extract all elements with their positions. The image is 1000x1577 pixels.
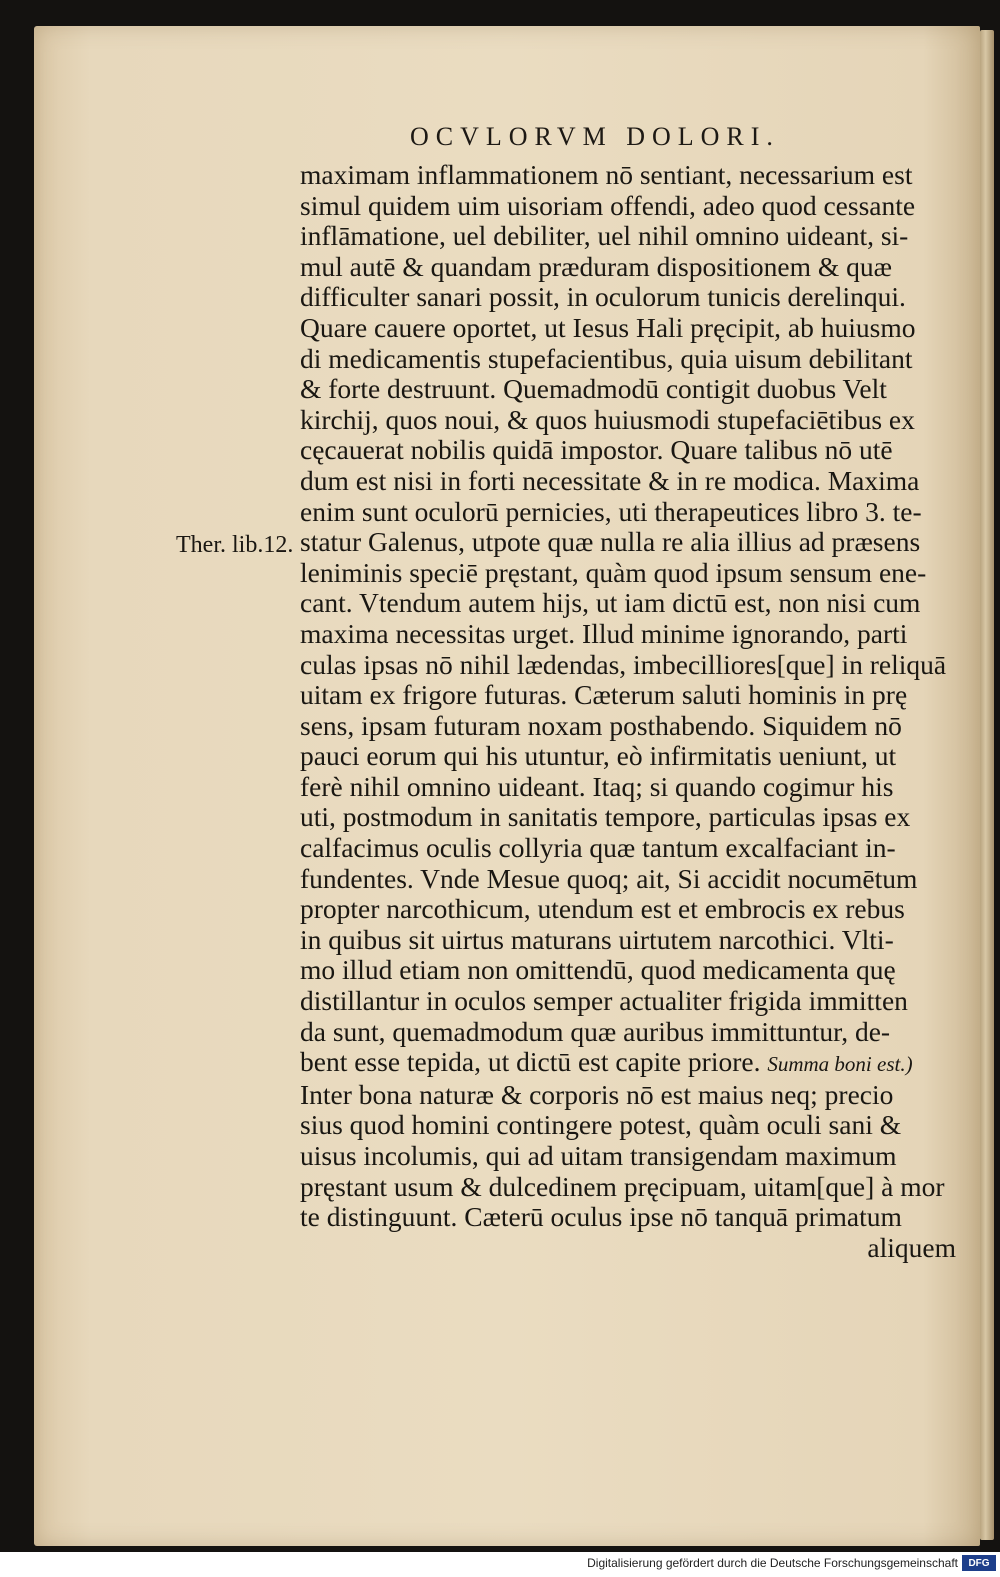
catchword: aliquem xyxy=(867,1231,956,1263)
text-line: culas ipsas nō nihil lædendas, imbecilliores[que] in reliquā xyxy=(300,648,947,680)
text-line: fundentes. Vnde Mesue quoq; ait, Si accidit nocumētum xyxy=(300,862,918,894)
dfg-logo-icon[interactable]: DFG xyxy=(962,1555,996,1571)
text-line: te distinguunt. Cæterū oculus ipse nō tanquā primatum xyxy=(300,1201,902,1233)
text-line: pręstant usum & dulcedinem pręcipuam, uitam[que] à mor xyxy=(300,1170,945,1202)
text-line: inflāmatione, uel debiliter, uel nihil omnino uideant, si- xyxy=(300,220,909,252)
text-line: uitam ex frigore futuras. Cæterum saluti hominis in prę xyxy=(300,679,908,711)
inline-marginal-note: Summa boni est.) xyxy=(767,1052,913,1077)
text-line: uti, postmodum in sanitatis tempore, particulas ipsas ex xyxy=(300,801,911,833)
page-edge xyxy=(980,30,994,1540)
text-line: cant. Vtendum autem hijs, ut iam dictū est, non nisi cum xyxy=(300,587,921,619)
funding-notice: Digitalisierung gefördert durch die Deutsche Forschungsgemeinschaft xyxy=(587,1556,958,1570)
text-line: Inter bona naturæ & corporis nō est maius neq; precio xyxy=(300,1078,894,1110)
text-line: distillantur in oculos semper actualiter frigida immitten xyxy=(300,985,908,1017)
text-line: & forte destruunt. Quemadmodū contigit duobus Velt xyxy=(300,373,887,405)
text-line: ferè nihil omnino uideant. Itaq; si quando cogimur his xyxy=(300,770,894,802)
text-line: mo illud etiam non omittendū, quod medicamenta quę xyxy=(300,954,896,986)
text-line-with-note xyxy=(300,1047,970,1080)
text-line: Quare cauere oportet, ut Iesus Hali pręcipit, ab huiusmo xyxy=(300,311,916,343)
text-line: mul autē & quandam præduram dispositionem & quæ xyxy=(300,250,892,282)
text-line: dum est nisi in forti necessitate & in re modica. Maxima xyxy=(300,464,920,496)
text-line: uisus incolumis, qui ad uitam transigendam maximum xyxy=(300,1140,897,1171)
text-line: bent esse tepida, ut dictū est capite priore. xyxy=(300,1046,761,1078)
text-line: sens, ipsam futuram noxam posthabendo. Siquidem nō xyxy=(300,709,902,741)
text-line: sius quod homini contingere potest, quàm oculi sani & xyxy=(300,1109,902,1141)
text-line: in quibus sit uirtus maturans uirtutem narcothici. Vlti- xyxy=(300,923,894,955)
text-line: statur Galenus, utpote quæ nulla re alia illius ad præsens xyxy=(300,526,921,558)
body-text xyxy=(300,160,970,1263)
text-line: maximam inflammationem nō sentiant, necessarium est xyxy=(300,159,913,190)
text-line: difficulter sanari possit, in oculorum tunicis derelinqui. xyxy=(300,281,906,313)
text-line: maxima necessitas urget. Illud minime ignorando, parti xyxy=(300,617,908,649)
text-line: enim sunt oculorū pernicies, uti therapeutices libro 3. te- xyxy=(300,495,922,527)
text-line: kirchij, quos noui, & quos huiusmodi stupefaciētibus ex xyxy=(300,403,915,435)
text-line: simul quidem uim uisoriam offendi, adeo quod cessante xyxy=(300,189,916,221)
text-line: calfacimus oculis collyria quæ tantum excalfaciant in- xyxy=(300,832,896,864)
text-line: cęcauerat nobilis quidā impostor. Quare talibus nō utē xyxy=(300,434,893,466)
text-line: pauci eorum qui his utuntur, eò infirmitatis ueniunt, ut xyxy=(300,740,897,772)
text-line: da sunt, quemadmodum quæ auribus immittuntur, de- xyxy=(300,1015,891,1047)
running-head: OCVLORVM DOLORI. xyxy=(410,122,780,151)
margin-note: Ther. lib.12. xyxy=(176,532,294,558)
text-line: di medicamentis stupefacientibus, quia uisum debilitant xyxy=(300,342,913,374)
footer-bar xyxy=(0,1552,1000,1577)
text-line: leniminis speciē pręstant, quàm quod ipsum sensum ene- xyxy=(300,556,927,588)
text-line: propter narcothicum, utendum est et embrocis ex rebus xyxy=(300,893,905,925)
